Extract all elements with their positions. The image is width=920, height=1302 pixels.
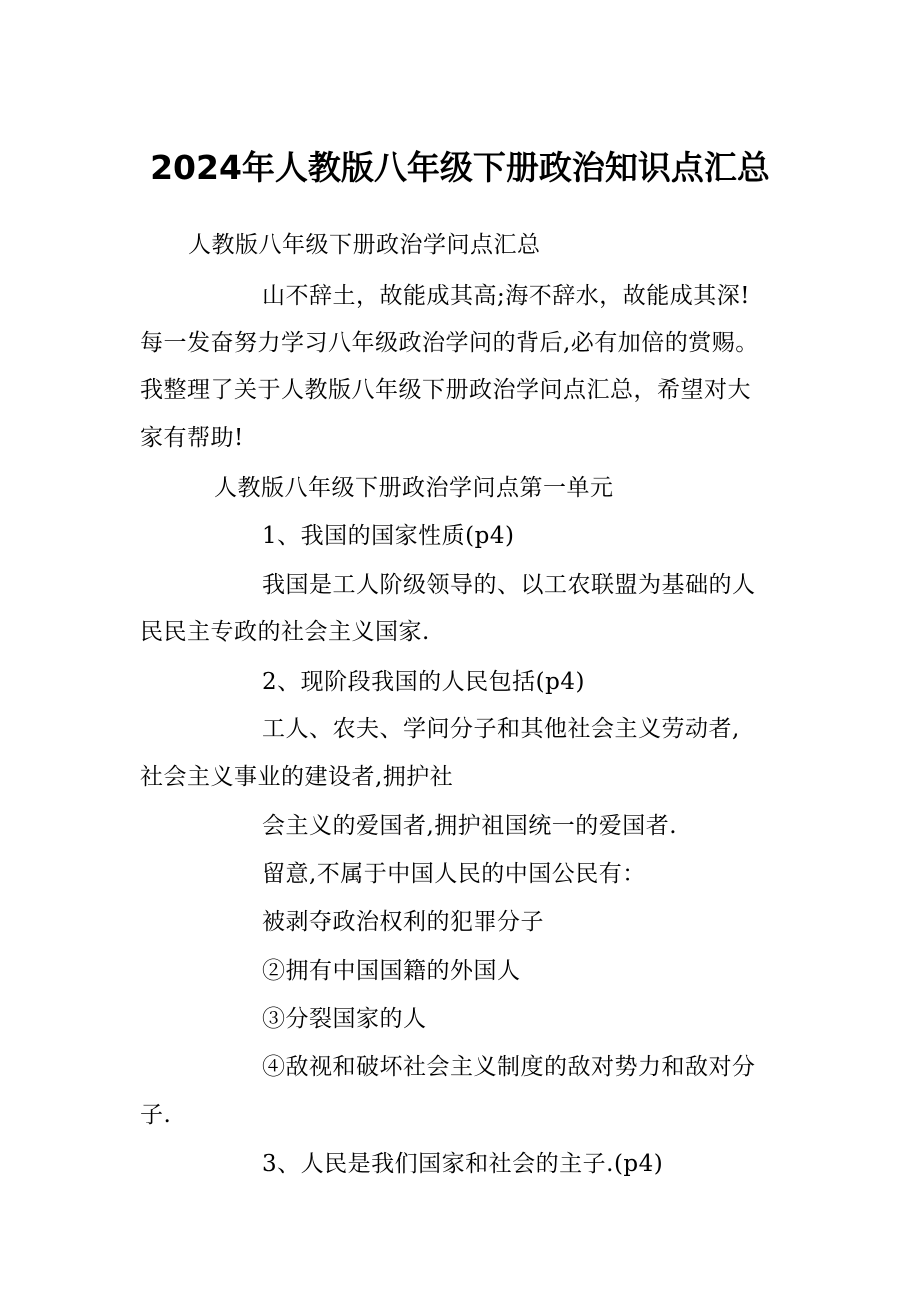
subtitle-line: 人教版八年级下册政治学问点汇总	[188, 232, 541, 258]
paragraph-line: 子.	[140, 1102, 172, 1128]
paragraph-line: 会主义的爱国者,拥护祖国统一的爱国者.	[262, 813, 678, 839]
paragraph-line: 工人、农夫、学问分子和其他社会主义劳动者,	[262, 716, 740, 742]
paragraph-line: 民民主专政的社会主义国家.	[140, 619, 430, 645]
document-title: 2024年人教版八年级下册政治知识点汇总	[150, 148, 770, 187]
paragraph-line: 每一发奋努力学习八年级政治学问的背后,必有加倍的赏赐。	[140, 330, 759, 356]
paragraph-line: 家有帮助!	[140, 425, 244, 451]
list-item: ③分裂国家的人	[262, 1006, 427, 1032]
item-heading: 3、人民是我们国家和社会的主子.(p4)	[262, 1151, 664, 1177]
paragraph-line: 社会主义事业的建设者,拥护社	[140, 764, 454, 790]
paragraph-line: 山不辞土，故能成其高;海不辞水，故能成其深!	[262, 283, 750, 309]
paragraph-line: 留意,不属于中国人民的中国公民有：	[262, 861, 646, 887]
paragraph-line: 我国是工人阶级领导的、以工农联盟为基础的人	[262, 572, 756, 598]
list-item: ②拥有中国国籍的外国人	[262, 958, 521, 984]
list-item: 被剥夺政治权利的犯罪分子	[262, 909, 544, 935]
paragraph-line: 我整理了关于人教版八年级下册政治学问点汇总，希望对大	[140, 377, 751, 403]
section-heading: 人教版八年级下册政治学问点第一单元	[214, 475, 614, 501]
list-item: ④敌视和破坏社会主义制度的敌对势力和敌对分	[262, 1054, 756, 1080]
item-heading: 2、现阶段我国的人民包括(p4)	[262, 669, 585, 695]
item-heading: 1、我国的国家性质(p4)	[262, 523, 515, 549]
